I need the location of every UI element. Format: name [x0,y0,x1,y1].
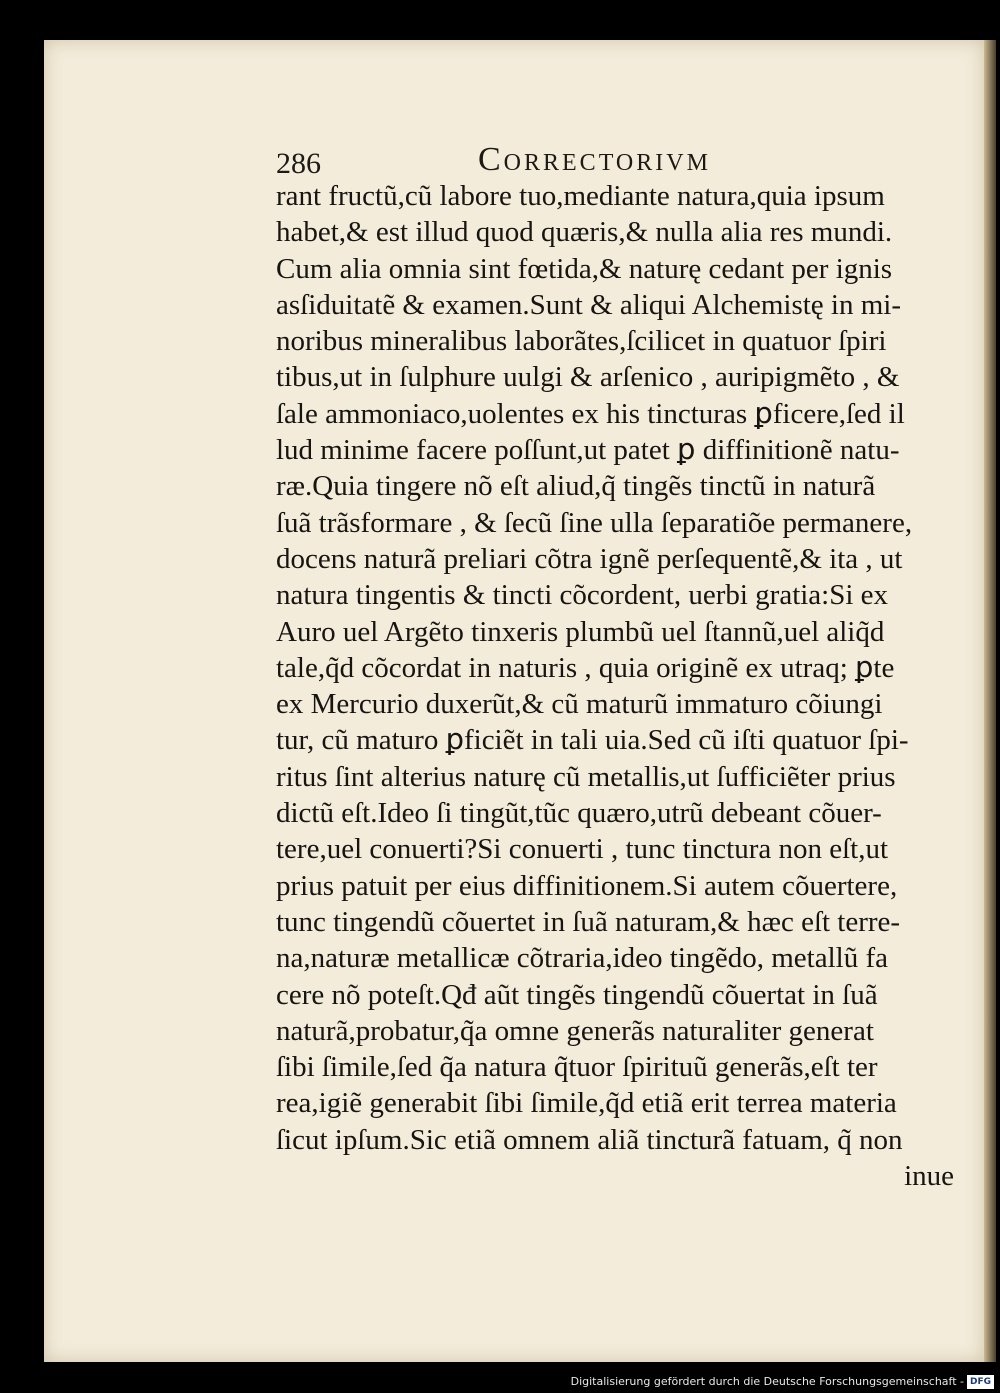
body-text [276,178,954,1194]
text-line: ſicut ipſum.Sic etiã omnem aliã tincturã fatuam, q̃ non [276,1123,903,1156]
text-line: Cum alia omnia sint fœtida,& naturę cedant per ignis [276,252,893,285]
text-line: naturã,probatur,q̃a omne generãs naturaliter generat [276,1014,874,1047]
text-line: ex Mercurio duxerũt,& cũ maturũ immaturo cõiungi [276,688,883,721]
text-line: tere,uel conuerti?Si conuerti , tunc tinctura non eſt,ut [276,833,889,866]
text-line: Auro uel Argẽto tinxeris plumbũ uel ſtannũ,uel aliq̃d [276,615,885,648]
funding-credit: Digitalisierung gefördert durch die Deutsche Forschungsgemeinschaft - [570,1375,964,1388]
text-line: rant fructũ,cũ labore tuo,mediante natura,quia ipsum [276,180,885,212]
text-line: ræ.Quia tingere nõ eſt aliud,q̃ tingẽs tinctũ in naturã [276,470,876,503]
text-line: prius patuit per eius diffinitionem.Si autem cõuertere, [276,869,898,902]
text-line: dictũ eſt.Ideo ſi tingũt,tũc quæro,utrũ debeant cõuer- [276,797,882,830]
text-line: tunc tingendũ cõuertet in ſuã naturam,& hæc eſt terre- [276,905,901,938]
running-title: Correctorivm [478,141,711,178]
text-line: tibus,ut in ſulphure uulgi & arſenico , auripigmẽto , & [276,361,900,394]
digitization-footer [0,1372,1000,1393]
text-line: docens naturã preliari cõtra ignẽ perſequentẽ,& ita , ut [276,542,903,575]
text-line: habet,& est illud quod quæris,& nulla alia res mundi. [276,216,893,249]
text-line: asſiduitatẽ & examen.Sunt & aliqui Alchemistę in mi- [276,288,902,321]
text-line: rea,igiẽ generabit ſibi ſimile,q̃d etiã erit terrea materia [276,1087,897,1120]
text-line: tale,q̃d cõcordat in naturis , quia originẽ ex utraq; ꝑte [276,651,895,684]
text-line: lud minime facere poſſunt,ut patet ꝑ diffinitionẽ natu- [276,434,900,467]
text-line: tur, cũ maturo ꝑficiẽt in tali uia.Sed cũ iſti quatuor ſpi- [276,724,909,757]
page-edge [984,40,996,1362]
text-line: ſibi ſimile,ſed q̃a natura q̃tuor ſpirituũ generãs,eſt ter [276,1051,878,1084]
text-line: ſuã trãsformare , & ſecũ ſine ulla ſeparatiõe permanere, [276,506,913,539]
text-line: na,naturæ metallicæ cõtraria,ideo tingẽdo, metallũ fa [276,942,889,975]
text-line: ritus ſint alterius naturę cũ metallis,ut ſufficiẽter prius [276,760,896,793]
catchword: inue [904,1160,954,1193]
text-line: natura tingentis & tincti cõcordent, uerbi gratia:Si ex [276,579,889,612]
text-line: cere nõ poteſt.Qđ aũt tingẽs tingendũ cõuertat in ſuã [276,978,878,1011]
text-line: noribus mineralibus laborãtes,ſcilicet in quatuor ſpiri [276,325,887,358]
page-number: 286 [276,147,321,180]
dfg-logo-icon: DFG [967,1375,994,1389]
text-line: ſale ammoniaco,uolentes ex his tincturas ꝑficere,ſed il [276,397,905,430]
